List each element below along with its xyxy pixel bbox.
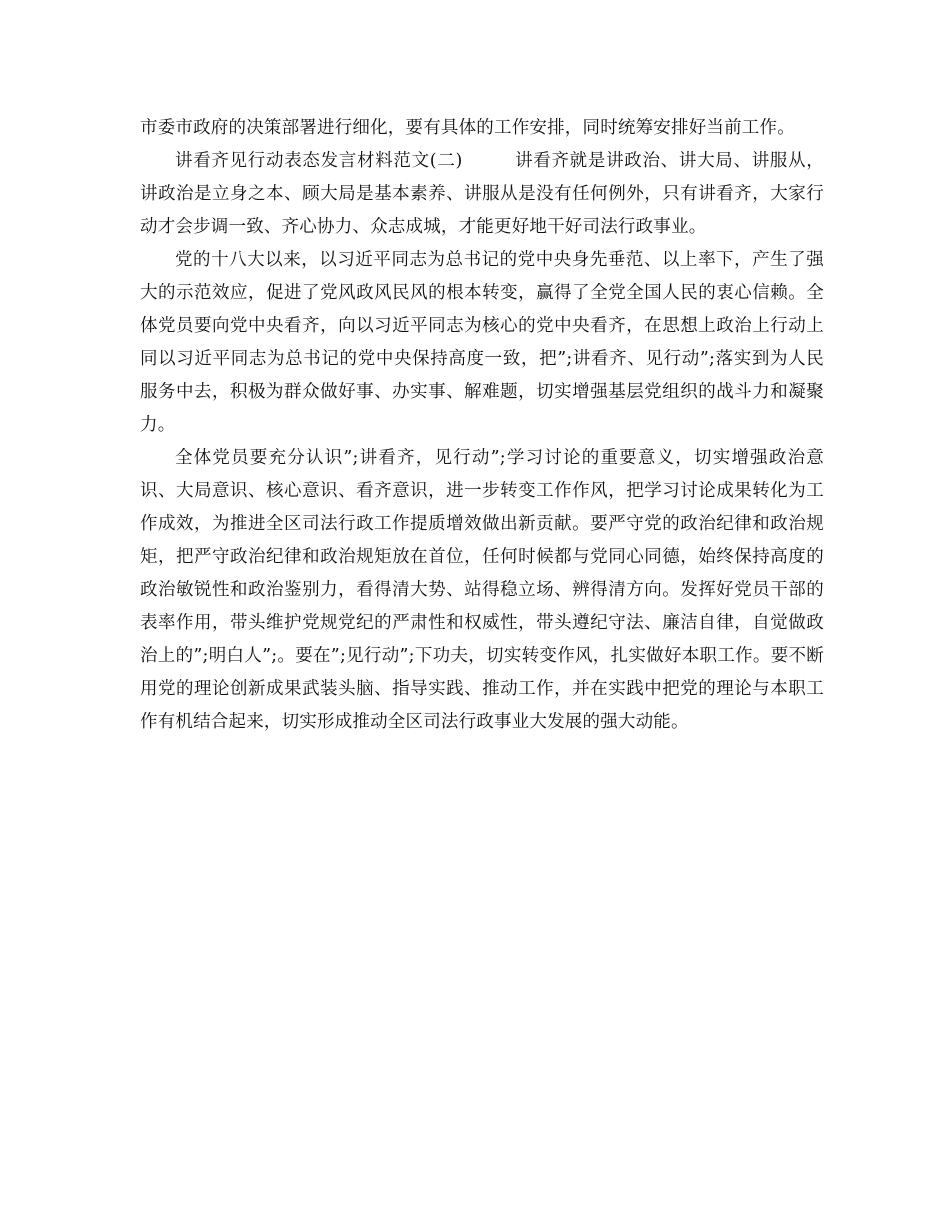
paragraph-3: 党的十八大以来，以习近平同志为总书记的党中央身先垂范、以上率下，产生了强大的示范效应，促进了党风政风民风的根本转变，赢得了全党全国人民的衷心信赖。全体党员要向党中央看齐，向以习近平同志为核心的党中央看齐，在思想上政治上行动上同以习近平同志为总书记的党中央保持高度一致，把”;讲看齐、见行动”;落实到为人民服务中去，积极为群众做好事、办实事、解难题，切实增强基层党组织的战斗力和凝聚力。: [140, 250, 824, 435]
paragraph-2-text: 讲看齐就是讲政治、讲大局、讲服从，讲政治是立身之本、顾大局是基本素养、讲服从是没有任何例外，只有讲看齐，大家行动才会步调一致、齐心协力、众志成城，才能更好地干好司法行政事业。: [140, 151, 824, 237]
paragraph-2: [140, 145, 824, 244]
document-body: [140, 112, 824, 739]
paragraph-1: 市委市政府的决策部署进行细化，要有具体的工作安排，同时统筹安排好当前工作。: [140, 118, 795, 138]
paragraph-4: 全体党员要充分认识”;讲看齐，见行动”;学习讨论的重要意义，切实增强政治意识、大局意识、核心意识、看齐意识，进一步转变工作作风，把学习讨论成果转化为工作成效，为推进全区司法行政工作提质增效做出新贡献。要严守党的政治纪律和政治规矩，把严守政治纪律和政治规矩放在首位，任何时候都与党同心同德，始终保持高度的政治敏锐性和政治鉴别力，看得清大势、站得稳立场、辨得清方向。发挥好党员干部的表率作用，带头维护党规党纪的严肃性和权威性，带头遵纪守法、廉洁自律，自觉做政治上的”;明白人”;。要在”;见行动”;下功夫，切实转变作风，扎实做好本职工作。要不断用党的理论创新成果武装头脑、指导实践、推动工作，并在实践中把党的理论与本职工作有机结合起来，切实形成推动全区司法行政事业大发展的强大动能。: [140, 448, 824, 732]
section-heading: 讲看齐见行动表态发言材料范文(二): [175, 151, 463, 171]
